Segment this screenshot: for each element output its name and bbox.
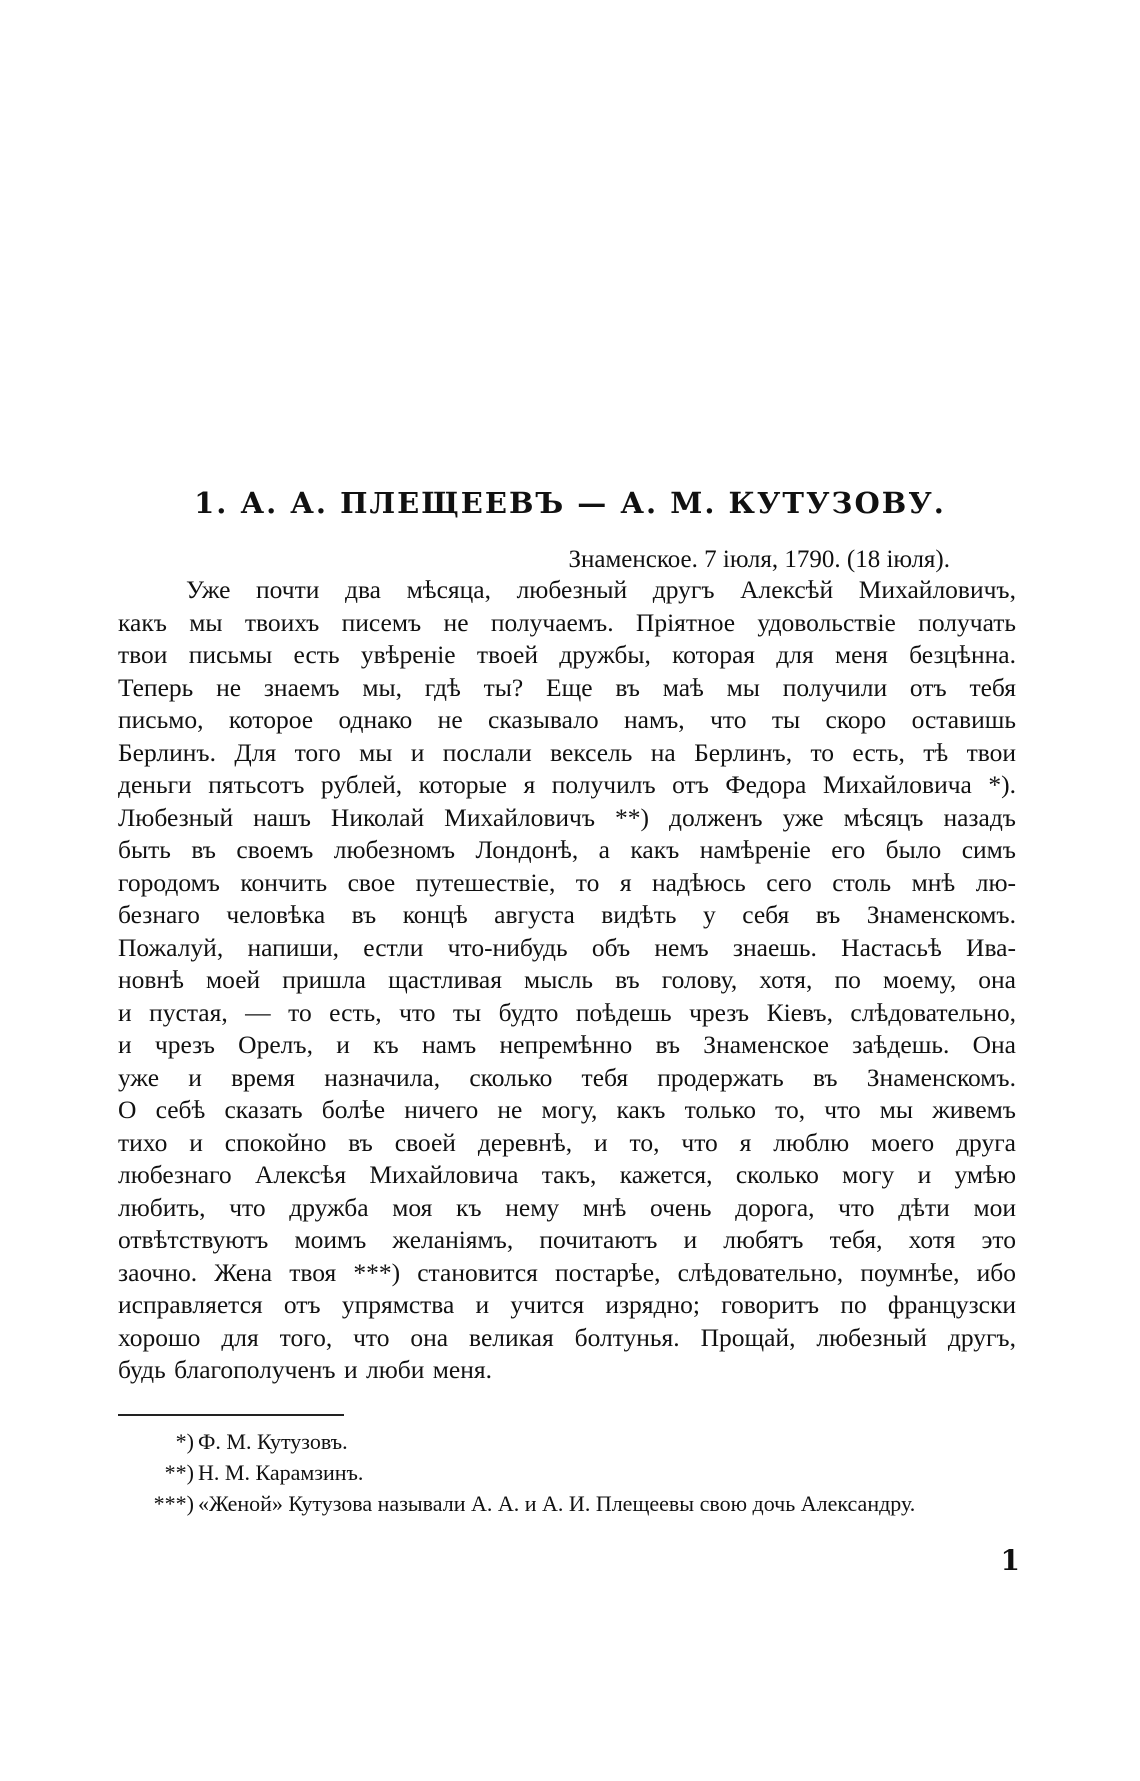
footnote-item	[150, 1488, 1020, 1519]
body-line: О себѣ сказать болѣе ничего не могу, какъ только то, что мы живемъ	[118, 1095, 1016, 1124]
body-line: заочно. Жена твоя ***) становится постарѣе, слѣдовательно, поумнѣе, ибо	[118, 1257, 1016, 1287]
body-line: отвѣтствуютъ моимъ желаніямъ, почитаютъ и любятъ тебя, хотя это	[118, 1225, 1016, 1254]
footnote-text: «Женой» Кутузова называли А. А. и А. И. Плещеевы свою дочь Александру.	[198, 1491, 916, 1516]
body-line: Берлинъ. Для того мы и послали вексель на Берлинъ, то есть, тѣ твои	[118, 737, 1016, 767]
page-number: 1	[1000, 1544, 1020, 1577]
body-line: городомъ кончить свое путешествіе, то я надѣюсь сего столь мнѣ лю-	[118, 867, 1016, 897]
body-line: безнаго человѣка въ концѣ августа видѣть у себя въ Знаменскомъ.	[118, 900, 1016, 929]
footnote-divider	[118, 1414, 344, 1416]
footnote-mark: **)	[164, 1460, 194, 1485]
letter-dateline: Знаменское. 7 іюля, 1790. (18 іюля).	[568, 546, 950, 573]
body-line: какъ мы твоихъ писемъ не получаемъ. Пріятное удовольствіе получать	[118, 607, 1016, 637]
body-line: и чрезъ Орелъ, и къ намъ непремѣнно въ Знаменское заѣдешь. Она	[118, 1030, 1016, 1059]
footnotes	[150, 1426, 1020, 1519]
body-line: Теперь не знаемъ мы, гдѣ ты? Еще въ маѣ мы получили отъ тебя	[118, 672, 1016, 702]
body-line: уже и время назначила, сколько тебя продержать въ Знаменскомъ.	[118, 1062, 1016, 1092]
body-line: любить, что дружба моя къ нему мнѣ очень дорога, что дѣти мои	[118, 1192, 1016, 1222]
body-line: быть въ своемъ любезномъ Лондонѣ, а какъ намѣреніе его было симъ	[118, 835, 1016, 864]
body-line: твои письмы есть увѣреніе твоей дружбы, которая для меня безцѣнна.	[118, 640, 1016, 669]
body-line: и пустая, — то есть, что ты будто поѣдешь чрезъ Кіевъ, слѣдовательно,	[118, 997, 1016, 1027]
body-line: Пожалуй, напиши, естли что-нибудь объ немъ знаешь. Настасьѣ Ива-	[118, 932, 1016, 962]
letter-title: 1. А. А. ПЛЕЩЕЕВЪ — А. М. КУТУЗОВУ.	[194, 486, 946, 520]
footnote-text: Н. М. Карамзинъ.	[198, 1460, 364, 1485]
body-line: хорошо для того, что она великая болтунья. Прощай, любезный другъ,	[118, 1322, 1016, 1352]
body-line: письмо, которое однако не сказывало намъ, что ты скоро оставишь	[118, 705, 1016, 734]
body-line: Уже почти два мѣсяца, любезный другъ Алексѣй Михайловичъ,	[186, 575, 1016, 604]
footnote-mark: ***)	[153, 1491, 194, 1516]
footnote-mark: *)	[175, 1429, 194, 1454]
body-line: исправляется отъ упрямства и учится изрядно; говоритъ по французски	[118, 1290, 1016, 1319]
body-line: новнѣ моей пришла щастливая мысль въ голову, хотя, по моему, она	[118, 965, 1016, 994]
footnote-item	[150, 1426, 1020, 1457]
letter-body	[118, 574, 1016, 1387]
body-line: деньги пятьсотъ рублей, которые я получилъ отъ Федора Михайловича *).	[118, 770, 1016, 799]
footnote-item	[150, 1457, 1020, 1488]
body-line: любезнаго Алексѣя Михайловича такъ, кажется, сколько могу и умѣю	[118, 1160, 1016, 1189]
footnote-text: Ф. М. Кутузовъ.	[198, 1429, 348, 1454]
body-line: будь благополученъ и люби меня.	[118, 1355, 492, 1384]
body-line: тихо и спокойно въ своей деревнѣ, и то, что я люблю моего друга	[118, 1127, 1016, 1157]
body-line: Любезный нашъ Николай Михайловичъ **) долженъ уже мѣсяцъ назадъ	[118, 802, 1016, 832]
